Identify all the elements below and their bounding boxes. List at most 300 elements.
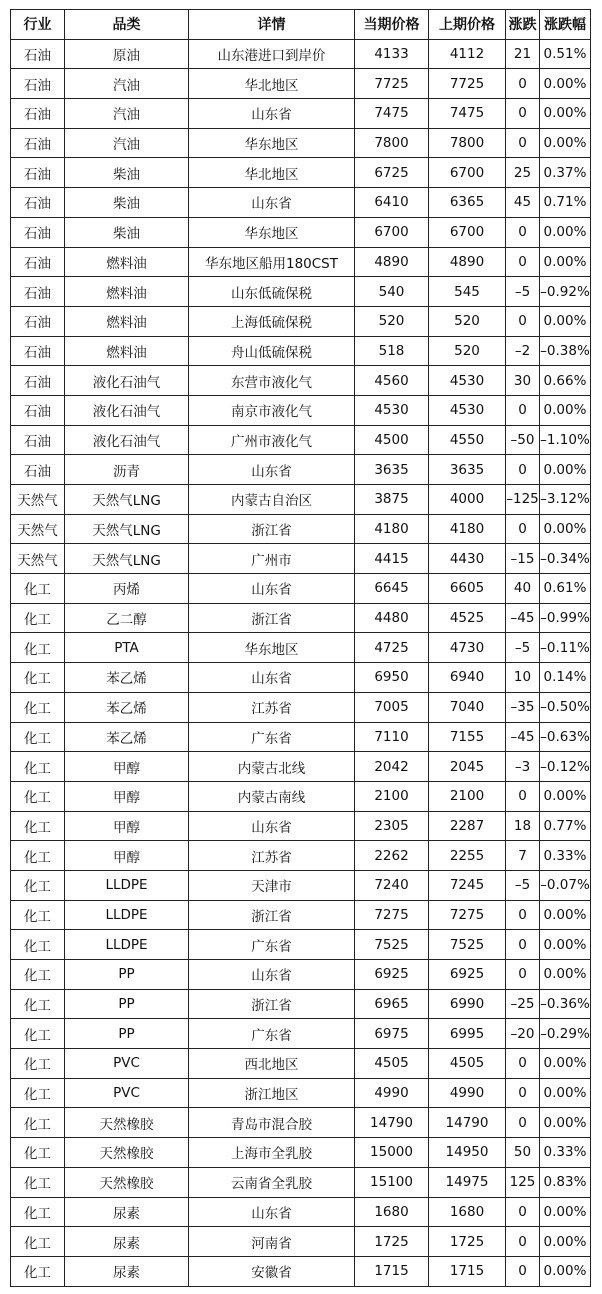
cell-category: 柴油 (65, 217, 189, 247)
cell-previous-price: 14950 (429, 1138, 506, 1168)
cell-previous-price: 6995 (429, 1019, 506, 1049)
cell-industry: 天然气 (11, 485, 65, 515)
cell-current-price: 2042 (355, 752, 429, 782)
cell-detail: 广州市 (189, 544, 355, 574)
table-row (11, 544, 591, 574)
cell-category: 汽油 (65, 128, 189, 158)
table-row (11, 960, 591, 990)
cell-industry: 化工 (11, 603, 65, 633)
cell-change-pct: 0.00% (540, 306, 591, 336)
header-industry: 行业 (11, 10, 65, 40)
cell-category: 苯乙烯 (65, 692, 189, 722)
cell-category: PVC (65, 1049, 189, 1079)
cell-current-price: 4990 (355, 1078, 429, 1108)
cell-previous-price: 7275 (429, 900, 506, 930)
table-row (11, 217, 591, 247)
cell-change-pct: 0.00% (540, 1049, 591, 1079)
cell-industry: 化工 (11, 1078, 65, 1108)
table-row (11, 277, 591, 307)
cell-change-pct: 0.00% (540, 1227, 591, 1257)
cell-current-price: 2262 (355, 841, 429, 871)
cell-change: 0 (506, 1049, 540, 1079)
cell-detail: 山东省 (189, 188, 355, 218)
cell-change-pct: 0.00% (540, 900, 591, 930)
cell-previous-price: 4430 (429, 544, 506, 574)
table-row (11, 485, 591, 515)
cell-current-price: 14790 (355, 1108, 429, 1138)
cell-category: PP (65, 989, 189, 1019)
cell-industry: 石油 (11, 366, 65, 396)
cell-current-price: 4500 (355, 425, 429, 455)
cell-category: LLDPE (65, 870, 189, 900)
cell-change: 30 (506, 366, 540, 396)
table-row (11, 306, 591, 336)
cell-change-pct: 0.77% (540, 811, 591, 841)
cell-current-price: 6410 (355, 188, 429, 218)
table-row (11, 811, 591, 841)
cell-previous-price: 6365 (429, 188, 506, 218)
cell-previous-price: 6700 (429, 158, 506, 188)
cell-detail: 西北地区 (189, 1049, 355, 1079)
cell-detail: 华东地区 (189, 217, 355, 247)
cell-previous-price: 4550 (429, 425, 506, 455)
cell-current-price: 7005 (355, 692, 429, 722)
cell-industry: 化工 (11, 1049, 65, 1079)
cell-category: 甲醇 (65, 811, 189, 841)
cell-change-pct: 0.61% (540, 574, 591, 604)
cell-previous-price: 6940 (429, 663, 506, 693)
table-row (11, 1019, 591, 1049)
table-row (11, 841, 591, 871)
cell-industry: 化工 (11, 870, 65, 900)
cell-detail: 江苏省 (189, 841, 355, 871)
cell-change-pct: 0.00% (540, 455, 591, 485)
cell-industry: 石油 (11, 217, 65, 247)
cell-industry: 石油 (11, 395, 65, 425)
cell-category: PTA (65, 633, 189, 663)
cell-category: 苯乙烯 (65, 722, 189, 752)
table-row (11, 663, 591, 693)
cell-change-pct: –0.29% (540, 1019, 591, 1049)
cell-category: 燃料油 (65, 336, 189, 366)
cell-change: –125 (506, 485, 540, 515)
cell-current-price: 1680 (355, 1197, 429, 1227)
cell-current-price: 4480 (355, 603, 429, 633)
cell-change-pct: 0.00% (540, 514, 591, 544)
cell-change: 125 (506, 1167, 540, 1197)
cell-change: 0 (506, 217, 540, 247)
cell-category: 乙二醇 (65, 603, 189, 633)
cell-change-pct: 0.00% (540, 1197, 591, 1227)
cell-detail: 浙江省 (189, 900, 355, 930)
cell-change-pct: –0.63% (540, 722, 591, 752)
table-row (11, 1227, 591, 1257)
cell-detail: 山东省 (189, 1197, 355, 1227)
cell-previous-price: 2255 (429, 841, 506, 871)
cell-change-pct: 0.33% (540, 841, 591, 871)
cell-detail: 天津市 (189, 870, 355, 900)
table-row (11, 69, 591, 99)
cell-current-price: 2305 (355, 811, 429, 841)
cell-change: 0 (506, 247, 540, 277)
cell-detail: 内蒙古北线 (189, 752, 355, 782)
cell-change: –15 (506, 544, 540, 574)
cell-category: 液化石油气 (65, 425, 189, 455)
cell-detail: 浙江省 (189, 514, 355, 544)
cell-detail: 东营市液化气 (189, 366, 355, 396)
cell-detail: 上海市全乳胶 (189, 1138, 355, 1168)
cell-change-pct: –3.12% (540, 485, 591, 515)
cell-change-pct: 0.00% (540, 1256, 591, 1286)
table-header (11, 10, 591, 40)
header-previous-price: 上期价格 (429, 10, 506, 40)
cell-current-price: 3635 (355, 455, 429, 485)
cell-previous-price: 4890 (429, 247, 506, 277)
cell-industry: 石油 (11, 188, 65, 218)
cell-detail: 浙江省 (189, 603, 355, 633)
cell-previous-price: 4180 (429, 514, 506, 544)
cell-change: 21 (506, 39, 540, 69)
cell-previous-price: 7800 (429, 128, 506, 158)
cell-previous-price: 4530 (429, 395, 506, 425)
cell-detail: 山东省 (189, 455, 355, 485)
cell-industry: 天然气 (11, 514, 65, 544)
cell-previous-price: 4525 (429, 603, 506, 633)
cell-category: LLDPE (65, 930, 189, 960)
cell-change: 0 (506, 455, 540, 485)
cell-category: 原油 (65, 39, 189, 69)
cell-change-pct: –0.38% (540, 336, 591, 366)
cell-change: 0 (506, 306, 540, 336)
table-row (11, 603, 591, 633)
cell-change: 0 (506, 900, 540, 930)
table-row (11, 930, 591, 960)
cell-current-price: 4133 (355, 39, 429, 69)
cell-detail: 广东省 (189, 722, 355, 752)
table-row (11, 128, 591, 158)
cell-industry: 化工 (11, 960, 65, 990)
cell-category: 燃料油 (65, 247, 189, 277)
cell-category: 沥青 (65, 455, 189, 485)
cell-current-price: 7240 (355, 870, 429, 900)
cell-category: 丙烯 (65, 574, 189, 604)
cell-category: 柴油 (65, 158, 189, 188)
cell-change-pct: 0.00% (540, 128, 591, 158)
cell-category: 液化石油气 (65, 395, 189, 425)
cell-detail: 山东港进口到岸价 (189, 39, 355, 69)
cell-previous-price: 1680 (429, 1197, 506, 1227)
cell-change-pct: 0.00% (540, 69, 591, 99)
cell-current-price: 15000 (355, 1138, 429, 1168)
cell-change-pct: –0.07% (540, 870, 591, 900)
table-row (11, 336, 591, 366)
header-change-pct: 涨跌幅 (540, 10, 591, 40)
cell-change-pct: 0.71% (540, 188, 591, 218)
cell-industry: 化工 (11, 811, 65, 841)
table-row (11, 455, 591, 485)
cell-change-pct: –0.12% (540, 752, 591, 782)
cell-change-pct: 0.00% (540, 99, 591, 129)
cell-current-price: 6975 (355, 1019, 429, 1049)
cell-change: –50 (506, 425, 540, 455)
cell-industry: 化工 (11, 1227, 65, 1257)
cell-change-pct: 0.00% (540, 1078, 591, 1108)
cell-industry: 石油 (11, 158, 65, 188)
cell-detail: 山东省 (189, 663, 355, 693)
table-row (11, 781, 591, 811)
table-row (11, 1138, 591, 1168)
cell-change-pct: 0.00% (540, 781, 591, 811)
cell-detail: 华北地区 (189, 69, 355, 99)
cell-detail: 内蒙古自治区 (189, 485, 355, 515)
cell-category: 汽油 (65, 69, 189, 99)
cell-category: PP (65, 960, 189, 990)
price-table-container (10, 9, 591, 1287)
cell-category: 尿素 (65, 1227, 189, 1257)
cell-category: 甲醇 (65, 781, 189, 811)
cell-industry: 化工 (11, 1167, 65, 1197)
cell-detail: 南京市液化气 (189, 395, 355, 425)
cell-change-pct: 0.83% (540, 1167, 591, 1197)
cell-previous-price: 4112 (429, 39, 506, 69)
cell-current-price: 7725 (355, 69, 429, 99)
cell-detail: 山东低硫保税 (189, 277, 355, 307)
cell-current-price: 4560 (355, 366, 429, 396)
price-table (10, 9, 591, 1287)
cell-current-price: 540 (355, 277, 429, 307)
cell-industry: 天然气 (11, 544, 65, 574)
cell-industry: 化工 (11, 1019, 65, 1049)
cell-industry: 化工 (11, 752, 65, 782)
cell-previous-price: 7040 (429, 692, 506, 722)
cell-change: –20 (506, 1019, 540, 1049)
table-row (11, 722, 591, 752)
cell-industry: 石油 (11, 425, 65, 455)
cell-previous-price: 545 (429, 277, 506, 307)
table-body (11, 39, 591, 1286)
cell-industry: 化工 (11, 781, 65, 811)
cell-industry: 化工 (11, 1138, 65, 1168)
cell-current-price: 518 (355, 336, 429, 366)
cell-previous-price: 1725 (429, 1227, 506, 1257)
cell-category: 液化石油气 (65, 366, 189, 396)
cell-change-pct: 0.51% (540, 39, 591, 69)
cell-change: 0 (506, 781, 540, 811)
cell-detail: 山东省 (189, 811, 355, 841)
cell-detail: 广东省 (189, 1019, 355, 1049)
table-row (11, 1167, 591, 1197)
cell-change: 25 (506, 158, 540, 188)
cell-change: 0 (506, 1197, 540, 1227)
cell-previous-price: 6605 (429, 574, 506, 604)
cell-previous-price: 4530 (429, 366, 506, 396)
cell-current-price: 4890 (355, 247, 429, 277)
cell-detail: 内蒙古南线 (189, 781, 355, 811)
cell-change-pct: 0.37% (540, 158, 591, 188)
cell-current-price: 7525 (355, 930, 429, 960)
header-change: 涨跌 (506, 10, 540, 40)
table-row (11, 514, 591, 544)
cell-current-price: 4530 (355, 395, 429, 425)
cell-change-pct: 0.33% (540, 1138, 591, 1168)
cell-detail: 广州市液化气 (189, 425, 355, 455)
cell-change: 50 (506, 1138, 540, 1168)
cell-previous-price: 14975 (429, 1167, 506, 1197)
cell-previous-price: 4990 (429, 1078, 506, 1108)
header-detail: 详情 (189, 10, 355, 40)
cell-change: 0 (506, 1078, 540, 1108)
cell-previous-price: 7155 (429, 722, 506, 752)
cell-industry: 石油 (11, 277, 65, 307)
cell-category: 汽油 (65, 99, 189, 129)
cell-current-price: 6965 (355, 989, 429, 1019)
cell-change: 0 (506, 99, 540, 129)
cell-change-pct: –0.92% (540, 277, 591, 307)
cell-detail: 华北地区 (189, 158, 355, 188)
cell-category: LLDPE (65, 900, 189, 930)
cell-category: 甲醇 (65, 752, 189, 782)
cell-previous-price: 2100 (429, 781, 506, 811)
cell-change: 7 (506, 841, 540, 871)
cell-previous-price: 7245 (429, 870, 506, 900)
cell-change-pct: –0.34% (540, 544, 591, 574)
cell-current-price: 1715 (355, 1256, 429, 1286)
cell-detail: 上海低硫保税 (189, 306, 355, 336)
cell-category: PP (65, 1019, 189, 1049)
cell-current-price: 6700 (355, 217, 429, 247)
table-row (11, 574, 591, 604)
cell-previous-price: 7725 (429, 69, 506, 99)
cell-industry: 化工 (11, 663, 65, 693)
cell-detail: 舟山低硫保税 (189, 336, 355, 366)
cell-change: 0 (506, 960, 540, 990)
cell-change-pct: 0.66% (540, 366, 591, 396)
table-row (11, 989, 591, 1019)
cell-detail: 浙江省 (189, 989, 355, 1019)
cell-change-pct: 0.00% (540, 247, 591, 277)
cell-detail: 华东地区船用180CST (189, 247, 355, 277)
cell-change-pct: 0.00% (540, 930, 591, 960)
cell-industry: 化工 (11, 841, 65, 871)
table-row (11, 39, 591, 69)
cell-category: 天然橡胶 (65, 1108, 189, 1138)
cell-category: 天然气LNG (65, 544, 189, 574)
cell-change: –45 (506, 603, 540, 633)
cell-detail: 河南省 (189, 1227, 355, 1257)
cell-industry: 化工 (11, 1256, 65, 1286)
cell-current-price: 1725 (355, 1227, 429, 1257)
cell-current-price: 3875 (355, 485, 429, 515)
cell-change: 0 (506, 128, 540, 158)
cell-detail: 华东地区 (189, 633, 355, 663)
cell-detail: 青岛市混合胶 (189, 1108, 355, 1138)
table-row (11, 633, 591, 663)
cell-industry: 石油 (11, 455, 65, 485)
cell-industry: 石油 (11, 39, 65, 69)
cell-category: 燃料油 (65, 306, 189, 336)
table-row (11, 158, 591, 188)
cell-change: 0 (506, 1227, 540, 1257)
cell-previous-price: 4730 (429, 633, 506, 663)
header-category: 品类 (65, 10, 189, 40)
table-row (11, 188, 591, 218)
cell-change-pct: –0.99% (540, 603, 591, 633)
cell-change: 18 (506, 811, 540, 841)
cell-change-pct: 0.00% (540, 1108, 591, 1138)
cell-change: 0 (506, 930, 540, 960)
cell-change: 10 (506, 663, 540, 693)
cell-industry: 化工 (11, 989, 65, 1019)
cell-current-price: 4180 (355, 514, 429, 544)
table-row (11, 870, 591, 900)
cell-change: 45 (506, 188, 540, 218)
cell-change: –5 (506, 870, 540, 900)
cell-industry: 化工 (11, 1197, 65, 1227)
table-row (11, 1197, 591, 1227)
cell-detail: 山东省 (189, 960, 355, 990)
table-row (11, 99, 591, 129)
cell-change-pct: 0.00% (540, 217, 591, 247)
cell-category: 尿素 (65, 1197, 189, 1227)
cell-change: –5 (506, 277, 540, 307)
cell-previous-price: 6990 (429, 989, 506, 1019)
cell-change: –2 (506, 336, 540, 366)
cell-industry: 石油 (11, 69, 65, 99)
cell-current-price: 7275 (355, 900, 429, 930)
cell-detail: 山东省 (189, 99, 355, 129)
cell-detail: 云南省全乳胶 (189, 1167, 355, 1197)
table-row (11, 1049, 591, 1079)
cell-current-price: 6950 (355, 663, 429, 693)
cell-change: 0 (506, 395, 540, 425)
cell-category: 柴油 (65, 188, 189, 218)
cell-current-price: 4725 (355, 633, 429, 663)
cell-industry: 化工 (11, 900, 65, 930)
cell-detail: 江苏省 (189, 692, 355, 722)
cell-category: 苯乙烯 (65, 663, 189, 693)
cell-industry: 石油 (11, 99, 65, 129)
cell-previous-price: 2287 (429, 811, 506, 841)
cell-detail: 浙江地区 (189, 1078, 355, 1108)
cell-change: –5 (506, 633, 540, 663)
cell-change: –3 (506, 752, 540, 782)
cell-previous-price: 3635 (429, 455, 506, 485)
cell-detail: 华东地区 (189, 128, 355, 158)
header-row (11, 10, 591, 40)
cell-change-pct: –0.11% (540, 633, 591, 663)
cell-previous-price: 4000 (429, 485, 506, 515)
cell-category: 尿素 (65, 1256, 189, 1286)
cell-change: 0 (506, 69, 540, 99)
cell-change: 0 (506, 1256, 540, 1286)
cell-change: 0 (506, 514, 540, 544)
cell-change-pct: 0.14% (540, 663, 591, 693)
cell-industry: 石油 (11, 128, 65, 158)
cell-current-price: 520 (355, 306, 429, 336)
cell-previous-price: 7525 (429, 930, 506, 960)
cell-change: 0 (506, 1108, 540, 1138)
cell-current-price: 6925 (355, 960, 429, 990)
cell-category: 天然气LNG (65, 485, 189, 515)
cell-category: 天然橡胶 (65, 1138, 189, 1168)
cell-previous-price: 2045 (429, 752, 506, 782)
cell-previous-price: 1715 (429, 1256, 506, 1286)
cell-previous-price: 14790 (429, 1108, 506, 1138)
cell-current-price: 15100 (355, 1167, 429, 1197)
table-row (11, 1256, 591, 1286)
table-row (11, 425, 591, 455)
cell-change-pct: 0.00% (540, 395, 591, 425)
